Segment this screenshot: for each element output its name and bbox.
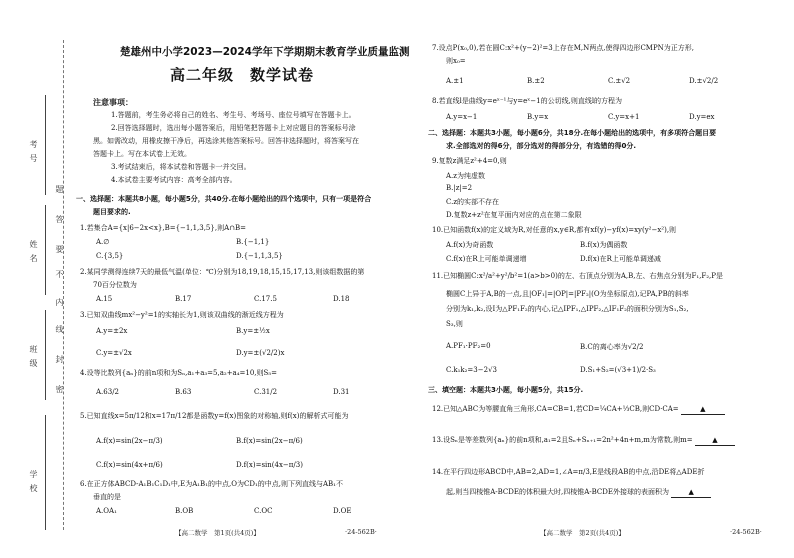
question-7-stem: 则x₀=: [446, 57, 466, 65]
q6-option-c: C.OC: [254, 507, 273, 515]
exam-no-label: 考号: [29, 140, 38, 168]
q7-option-d: D.±√2/2: [689, 77, 719, 85]
section3-heading: 三、填空题：本题共3小题，每小题5分，共15分.: [428, 386, 584, 394]
q7-option-b: B.±2: [527, 77, 545, 85]
q13-answer-blank[interactable]: [695, 436, 735, 446]
question-2-stem: 70百分位数为: [93, 281, 137, 289]
q10-option-c: C.f(x)在R上可能单调递增: [446, 255, 527, 263]
q2-option-b: B.17: [175, 295, 192, 303]
question-13-stem: [432, 436, 735, 446]
q3-option-b: B.y=±½x: [236, 327, 270, 335]
exam-title: 楚雄州中小学2023—2024学年下学期期末教育学业质量监测: [120, 46, 410, 58]
seal-char: 要: [55, 245, 64, 259]
q5-option-a: A.f(x)=sin(2x−π/3): [96, 437, 163, 445]
seal-char: 题: [55, 185, 64, 199]
q4-option-b: B.63: [175, 388, 192, 396]
question-4-stem: 4.设等比数列{aₙ}的前n项和为Sₙ,a₁+a₃=5,a₂+a₄=10,则S₅=: [80, 369, 278, 377]
note-line: 3.考试结束后，将本试卷和答题卡一并交回。: [111, 163, 251, 171]
question-11-stem: S₃,则: [446, 320, 463, 328]
class-label: 班级: [29, 345, 38, 373]
school-label: 学校: [29, 470, 38, 498]
q1-option-b: B.{−1,1}: [236, 238, 270, 246]
q9-option-c: C.z的实部不存在: [446, 198, 500, 206]
seal-char: 线: [55, 325, 64, 339]
q5-option-b: B.f(x)=sin(2x−π/6): [236, 437, 303, 445]
q12-text: 12.已知△ABC为等腰直角三角形,CA=CB=1,若CD=¼CA+⅓CB,则CD·CA=: [432, 405, 679, 413]
q9-option-d: D.复数z+z²在复平面内对应的点在第二象限: [446, 211, 582, 219]
note-line: 1.答题前，考生务必将自己的姓名、考生号、考场号、座位号填写在答题卡上。: [111, 111, 356, 119]
q11-option-c: C.k₁k₂=3−2√3: [446, 366, 497, 374]
page-footer-right: 【高二数学 第2页(共4页)】: [540, 529, 625, 537]
section2-heading: 二、选择题：本题共3小题，每小题6分，共18分.在每小题给出的选项中，有多项符合题目要: [428, 129, 717, 137]
q8-option-b: B.y=x: [527, 113, 549, 121]
q6-option-a: A.OA₁: [96, 507, 117, 515]
exam-no-field[interactable]: [45, 95, 46, 195]
q2-option-c: C.17.5: [254, 295, 277, 303]
question-1-stem: 1.若集合A={x|6−2x<x},B={−1,1,3,5},则A∩B=: [80, 224, 246, 232]
blank-triangle-icon: ▲: [688, 488, 694, 496]
q2-option-d: D.18: [333, 295, 350, 303]
seal-char: 密: [55, 385, 64, 399]
exam-subtitle: 高二年级 数学试卷: [170, 66, 315, 84]
seal-char: 封: [55, 355, 64, 369]
question-14-stem: [446, 488, 711, 498]
q5-option-d: D.f(x)=sin(4x−π/3): [236, 461, 303, 469]
question-5-stem: 5.已知直线x=5π/12和x=17π/12都是函数y=f(x)图象的对称轴,则f(x)的解析式可能为: [80, 412, 349, 420]
blank-triangle-icon: ▲: [712, 436, 718, 444]
q9-option-b: B.|z|=2: [446, 184, 473, 192]
q4-option-c: C.31/2: [254, 388, 278, 396]
q1-option-c: C.{3,5}: [96, 252, 124, 260]
q1-option-a: A.∅: [96, 238, 110, 246]
q8-option-d: D.y=ex: [689, 113, 715, 121]
q6-option-d: D.OE: [333, 507, 352, 515]
seal-char: 内: [55, 298, 64, 312]
q1-option-d: D.{−1,1,3,5}: [236, 252, 283, 260]
section1-heading: 一、选择题：本题共8小题，每小题5分，共40分.在每小题给出的四个选项中，只有一项是符合: [76, 195, 372, 203]
question-6-stem: 垂直的是: [93, 493, 121, 501]
page-code-left: ·24-562B·: [345, 528, 377, 536]
q14-text: 起,则当四棱锥A-BCDE的体积最大时,四棱锥A-BCDE外接球的表面积为: [446, 488, 669, 496]
note-line: 4.本试卷主要考试内容：高考全部内容。: [111, 176, 237, 184]
q8-option-a: A.y=x−1: [446, 113, 478, 121]
note-line: 答题卡上。写在本试卷上无效。: [93, 150, 191, 158]
seal-dashed-line: [63, 40, 64, 530]
q6-option-b: B.OB: [175, 507, 194, 515]
q7-option-a: A.±1: [446, 77, 464, 85]
q3-option-a: A.y=±2x: [96, 327, 128, 335]
notes-heading: 注意事项：: [93, 98, 133, 107]
seal-char: 答: [55, 215, 64, 229]
q12-answer-blank[interactable]: [681, 405, 725, 415]
name-field[interactable]: [45, 205, 46, 295]
page-footer-left: 【高二数学 第1页(共4页)】: [175, 529, 260, 537]
class-field[interactable]: [45, 310, 46, 400]
question-6-stem: 6.在正方体ABCD-A₁B₁C₁D₁中,E为A₁B₁的中点,O为CD₁的中点,则下列直线与AB₁不: [80, 480, 343, 488]
q11-option-a: A.PF₁·PF₂=0: [446, 342, 491, 350]
q3-option-c: C.y=±√2x: [96, 349, 132, 357]
q9-option-a: A.z为纯虚数: [446, 172, 485, 180]
q5-option-c: C.f(x)=sin(4x+π/6): [96, 461, 163, 469]
q4-option-a: A.63/2: [96, 388, 119, 396]
question-3-stem: 3.已知双曲线mx²−y²=1的实轴长为1,则该双曲线的渐近线方程为: [80, 311, 284, 319]
q7-option-c: C.±√2: [608, 77, 631, 85]
question-11-stem: 11.已知椭圆C:x²/a²+y²/b²=1(a>b>0)的左、右顶点分别为A,B,左、右焦点分别为F₁,F₂,P是: [432, 272, 723, 280]
q11-option-b: B.C的离心率为√2/2: [580, 343, 644, 351]
q10-option-b: B.f(x)为偶函数: [580, 241, 628, 249]
q3-option-d: D.y=±(√2/2)x: [236, 349, 285, 357]
school-field[interactable]: [45, 415, 46, 530]
q4-option-d: D.31: [333, 388, 350, 396]
question-14-stem: 14.在平行四边形ABCD中,AB=2,AD=1,∠A=π/3,E是线段AB的中点,沿DE将△ADE折: [432, 468, 705, 476]
page-code-right: ·24-562B·: [730, 528, 762, 536]
question-11-stem: 椭圆C上异于A,B的一点,且|OF₁|=|OP|=|PF₂|(O为坐标原点),记PA,PB的斜率: [446, 290, 689, 298]
question-2-stem: 2.某同学测得连续7天的最低气温(单位：℃)分别为18,19,18,15,15,17,13,则该组数据的第: [80, 268, 365, 276]
note-line: 黑。如需改动，用橡皮擦干净后，再选涂其他答案标号。回答非选择题时，将答案写在: [93, 137, 359, 145]
question-12-stem: [432, 405, 725, 415]
q13-text: 13.设Sₙ是等差数列{aₙ}的前n项和,a₁=2且Sₙ+Sₙ₊₁=2n²+4n+m,m为常数,则m=: [432, 436, 693, 444]
question-11-stem: 分别为k₁,k₂,设I为△PF₁F₂的内心,记△IPF₁,△IPF₂,△IF₁F₂的面积分别为S₁,S₂,: [446, 305, 689, 313]
q10-option-a: A.f(x)为奇函数: [446, 241, 494, 249]
question-9-stem: 9.复数z满足z²+4=0,则: [432, 157, 507, 165]
section2-heading: 求.全部选对的得6分，部分选对的得部分分，有选错的得0分.: [446, 142, 637, 150]
q10-option-d: D.f(x)在R上可能单调递减: [580, 255, 661, 263]
q8-option-c: C.y=x+1: [608, 113, 640, 121]
question-8-stem: 8.若直线l是曲线y=eˣ⁻¹与y=eˣ−1的公切线,则直线l的方程为: [432, 97, 623, 105]
q14-answer-blank[interactable]: [671, 488, 711, 498]
seal-char: 不: [55, 270, 64, 284]
question-7-stem: 7.设点P(x₀,0),若在圆C:x²+(y−2)²=3上存在M,N两点,使得四边形CMPN为正方形,: [432, 44, 695, 52]
note-line: 2.回答选择题时，选出每小题答案后，用铅笔把答题卡上对应题目的答案标号涂: [111, 124, 356, 132]
question-10-stem: 10.已知函数f(x)的定义域为R,对任意的x,y∈R,都有xf(y)−yf(x)=xy(y²−x²),则: [432, 226, 677, 234]
name-label: 姓名: [29, 240, 38, 268]
blank-triangle-icon: ▲: [700, 405, 706, 413]
q11-option-d: D.S₁+S₂=(√3+1)/2·S₃: [580, 366, 656, 374]
q2-option-a: A.15: [96, 295, 113, 303]
section1-heading: 题目要求的.: [93, 208, 131, 216]
